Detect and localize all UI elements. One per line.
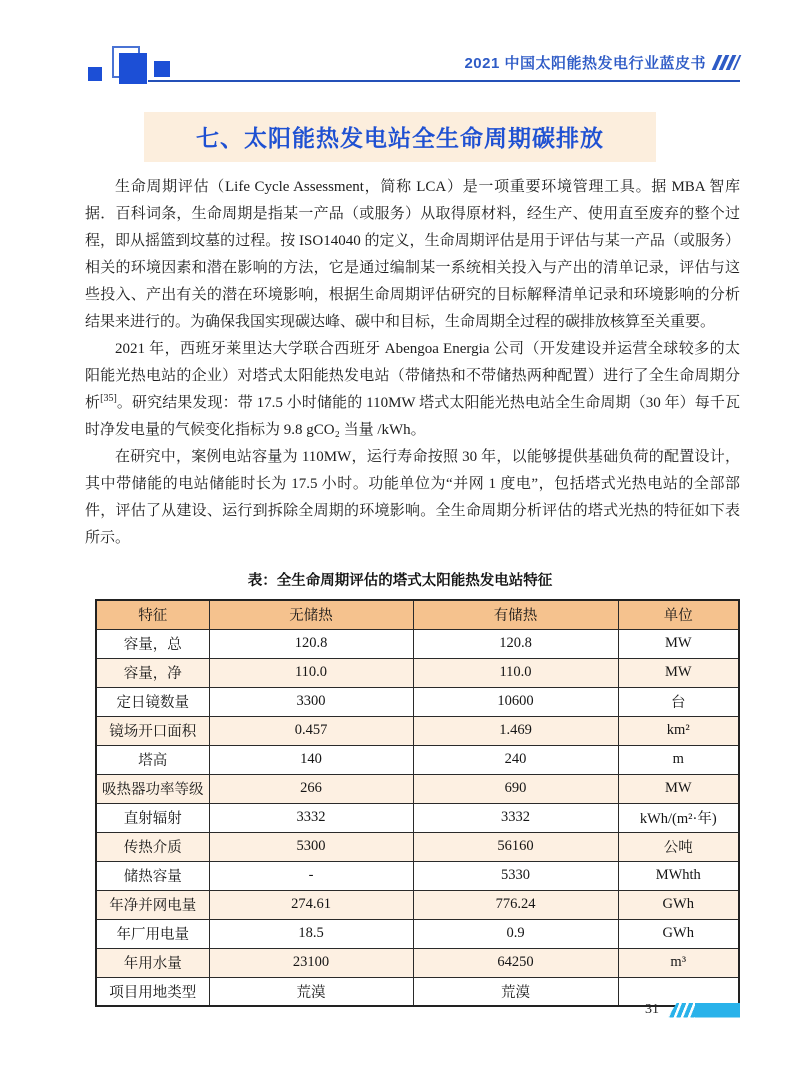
table-cell: 项目用地类型 (96, 977, 209, 1006)
section-title-band (144, 112, 656, 162)
table-cell: 120.8 (413, 629, 618, 658)
page-number: 31 (645, 1002, 659, 1017)
paragraph-3: 在研究中，案例电站容量为 110MW，运行寿命按照 30 年，以能够提供基础负荷的配置设计，其中带储能的电站储能时长为 17.5 小时。功能单位为“并网 1 度电”，包括塔式光热电站的全部部件，评估了从建设、运行到拆除全周期的环境影响。全生命周期分析评估的塔式光热的特征如下表所示。 (85, 449, 740, 546)
table-header-cell: 特征 (96, 600, 209, 629)
table-cell: 直射辐射 (96, 803, 209, 832)
header-divider (148, 80, 740, 82)
table-cell: 18.5 (209, 919, 413, 948)
paragraph-2-text-a: 2021 年，西班牙莱里达大学联合西班牙 Abengoa Energia 公司（开发建设并运营全球较多的太阳能光热电站的企业）对塔式太阳能热发电站（带储热和不带储热两种配置）进行了全生命周期分析 (85, 341, 740, 411)
page-header (0, 0, 800, 96)
table-cell: MW (618, 658, 739, 687)
table-cell: 140 (209, 745, 413, 774)
table-cell: MWhth (618, 861, 739, 890)
table-cell: 3332 (413, 803, 618, 832)
table-cell: 塔高 (96, 745, 209, 774)
table-cell: 传热介质 (96, 832, 209, 861)
table-cell: 年净并网电量 (96, 890, 209, 919)
table-row (96, 977, 739, 1006)
table-row (96, 832, 739, 861)
table-cell: m³ (618, 948, 739, 977)
table-cell: GWh (618, 919, 739, 948)
table-header-row (96, 600, 739, 629)
table-cell: 56160 (413, 832, 618, 861)
table-row (96, 716, 739, 745)
citation-ref: [35] (100, 393, 117, 404)
logo-big-square (119, 53, 147, 84)
table-cell: 储热容量 (96, 861, 209, 890)
logo-squares-icon (88, 46, 172, 92)
table-cell: 110.0 (413, 658, 618, 687)
table-cell: 690 (413, 774, 618, 803)
table-cell: 0.9 (413, 919, 618, 948)
table-row (96, 658, 739, 687)
page-content (85, 174, 740, 552)
table-header-cell: 无储热 (209, 600, 413, 629)
footer-bar-icon (668, 1003, 740, 1018)
table-header-cell: 单位 (618, 600, 739, 629)
table-cell: 5300 (209, 832, 413, 861)
table-cell: 台 (618, 687, 739, 716)
section-title: 七、太阳能热发电站全生命周期碳排放 (196, 125, 604, 151)
table-caption: 表：全生命周期评估的塔式太阳能热发电站特征 (247, 573, 553, 589)
header-booklet-title: 2021 中国太阳能热发电行业蓝皮书 (464, 55, 706, 72)
table-cell: 镜场开口面积 (96, 716, 209, 745)
table-cell: - (209, 861, 413, 890)
table-cell: 266 (209, 774, 413, 803)
table-cell: 0.457 (209, 716, 413, 745)
table-header-cell: 有储热 (413, 600, 618, 629)
paragraph-1: 生命周期评估（Life Cycle Assessment，简称 LCA）是一项重要环境管理工具。据 MBA 智库据．百科词条，生命周期是指某一产品（或服务）从取得原材料，经生产、使用直至废弃的整个过程，即从摇篮到坟墓的过程。按 ISO14040 的定义，生命周期评估是用于评估与某一产品（或服务）相关的环境因素和潜在影响的方法，它是通过编制某一系统相关投入与产出的清单记录，评估与这些投入、产出有关的潜在环境影响，根据生命周期评估研究的目标解释清单记录和环境影响的分析结果来进行的。为确保我国实现碳达峰、碳中和目标，生命周期全过程的碳排放核算至关重要。 (85, 179, 740, 330)
logo-small-square-right (154, 61, 170, 77)
table-body (96, 629, 739, 1006)
header-right-group (464, 52, 738, 73)
table-row (96, 774, 739, 803)
table-row (96, 919, 739, 948)
table-cell: 定日镜数量 (96, 687, 209, 716)
table-cell: 64250 (413, 948, 618, 977)
table-cell: 年用水量 (96, 948, 209, 977)
slash-marks-icon (715, 55, 738, 71)
characteristics-table (95, 599, 740, 1007)
table-cell: MW (618, 629, 739, 658)
table-cell: 240 (413, 745, 618, 774)
paragraph-2-text-b: 。研究结果发现：带 17.5 小时储能的 110MW 塔式太阳能光热电站全生命周期（30 年）每千瓦时净发电量的气候变化指标为 9.8 gCO₂ 当量 /kWh。 (85, 395, 740, 438)
table-cell: 274.61 (209, 890, 413, 919)
table-cell: 120.8 (209, 629, 413, 658)
table-cell: MW (618, 774, 739, 803)
table-cell: 公吨 (618, 832, 739, 861)
table-cell: GWh (618, 890, 739, 919)
table-row (96, 890, 739, 919)
table-cell: 5330 (413, 861, 618, 890)
table-cell: 776.24 (413, 890, 618, 919)
table-row (96, 629, 739, 658)
table-cell: 10600 (413, 687, 618, 716)
table-cell: 容量，净 (96, 658, 209, 687)
page-footer (645, 1002, 740, 1018)
table-cell: 3332 (209, 803, 413, 832)
table-row (96, 861, 739, 890)
table-cell: 吸热器功率等级 (96, 774, 209, 803)
table-cell: 容量，总 (96, 629, 209, 658)
table-row (96, 687, 739, 716)
table-cell: 23100 (209, 948, 413, 977)
table-row (96, 745, 739, 774)
paragraph-2 (85, 336, 740, 444)
table-cell: 荒漠 (413, 977, 618, 1006)
table-cell: 3300 (209, 687, 413, 716)
table-cell: 110.0 (209, 658, 413, 687)
table-row (96, 948, 739, 977)
table-cell: kWh/(m²·年) (618, 803, 739, 832)
table-cell: 年厂用电量 (96, 919, 209, 948)
table-row (96, 803, 739, 832)
table-cell: 1.469 (413, 716, 618, 745)
table-cell: 荒漠 (209, 977, 413, 1006)
logo-small-square-left (88, 67, 102, 81)
table-cell: m (618, 745, 739, 774)
table-cell: km² (618, 716, 739, 745)
